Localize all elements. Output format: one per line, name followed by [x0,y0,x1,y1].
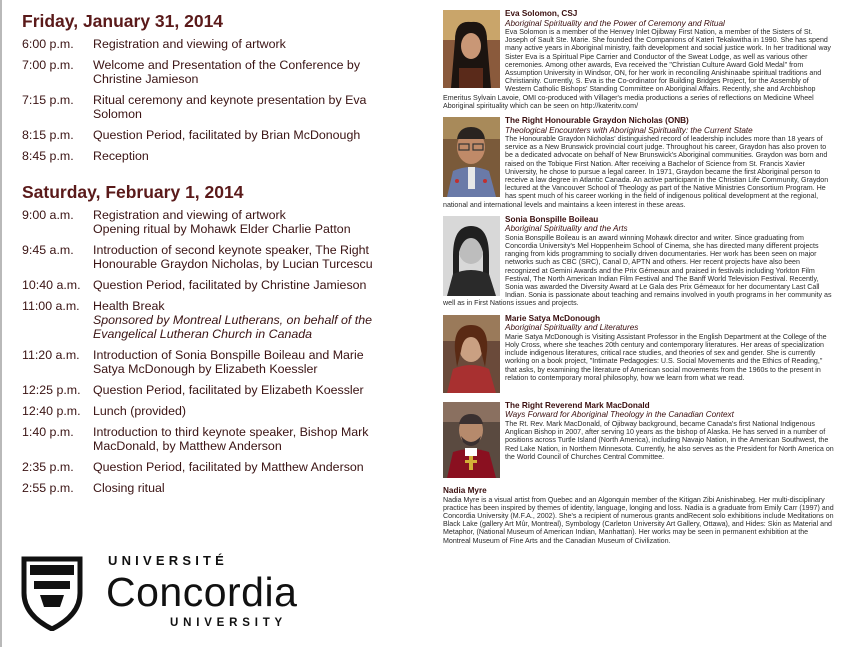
schedule-event [93,208,394,236]
schedule-event-line: Opening ritual by Mohawk Elder Charlie Patton [93,222,351,236]
schedule-row [22,243,394,271]
schedule-row [22,37,394,51]
talk-title: Ways Forward for Aboriginal Theology in the Canadian Context [505,410,734,420]
schedule-event-line: Honourable Graydon Nicholas, by Lucian Turcescu [93,257,373,271]
schedule-row [22,383,394,397]
schedule-row [22,425,394,453]
schedule-event [93,425,394,453]
concordia-crest-icon [20,553,84,631]
logo-concordia-text: Concordia [106,569,298,615]
schedule-event-line: Solomon [93,107,142,121]
speaker-name: Eva Solomon, CSJ [505,9,578,18]
schedule-time: 10:40 a.m. [22,278,81,292]
speaker-name: Sonia Bonspille Boileau [505,214,599,224]
schedule-time: 9:45 a.m. [22,243,74,257]
speaker-photo [443,402,500,480]
speaker-photo [443,10,500,90]
talk-title: Aboriginal Spirituality and the Power of Ceremony and Ritual [505,18,725,28]
speaker-name: The Right Reverend Mark MacDonald [505,400,650,410]
schedule-time: 12:40 p.m. [22,404,81,418]
speaker-bio-text: The Honourable Graydon Nicholas' distinguished record of leadership includes more than 18 years of service as a New Brunswick provincial court judge. Throughout his career, Graydon has also proven to be a dedicated advocate on behalf of New Brunswick's Aboriginal communities. Graydon was born and raised on the Tobique First Nation. After receiving a Bachelor of Science from St. Francis Xavier University, he chose to pursue a legal career. In 1971, Graydon became the first Aboriginal person to receive a law degree in Atlantic Canada. An active participant in the Christian Life Community, Graydon lectured at the Vancouver School of Theology as part of the Native Ministries Consortium Program. He has spent much of his career working in the field of indigenous political development at the regional, national and international levels and maintains a keen interest in these areas. [443,135,829,209]
speaker-bio [443,116,835,209]
friday-heading: Friday, January 31, 2014 [22,11,224,31]
speaker-photo [443,117,500,199]
concordia-logo [20,553,350,633]
speaker-bio-text: Eva Solomon is a member of the Henvey Inlet Ojibway First Nation, a member of the Sisters of St. Joseph of Sault Ste. Marie. She founded the Companions of Kateri Tekakwitha in 1990. She has spend many active years in Aboriginal ministry, faith development and social justice work. In her traditional way Sister Eva is a Spiritual Pipe Carrier and Conductor of the Sweat Lodge, as well as various other ceremonies. Among other awards, Eva received the "Christian Culture Award Gold Medal" from Assumption University in Windsor, ON, for her work in reconciling Anishinaabe spiritual traditions and Christianity. Currently, S. Eva is the Co-ordinator for Building Bridges Project, for the Assembly of Western Catholic Bishops' Standing Committee on Aboriginal Affairs. Recently, she and Archbishop Emeritus Sylvain Lavoie, OMI co-produced with Villager's media productions a series of reflections on Medicine Wheel Aboriginal spirituality which can be seen on http://kateritv.com/ [443,28,831,110]
schedule-event-line: Lunch (provided) [93,404,186,418]
speaker-bio-text: Sonia Bonspille Boileau is an award winning Mohawk director and writer. Since graduating from Concordia University's Mel Hoppenheim School of Cinema, she has directed many different projects ranging from kids programming to socially driven documentaries. Her work has been seen on major networks such as CBC (SRC), Canal D, APTN and others. Her recent projects have also been recognized at Gemini Awards and the Prix Gémeaux and praised in festivals including Yorkton Film Festival, The North American Indian Film Festival and The Banff World Television Festival. Recently, Sonia was awarded the Diversity Award at Le Gala des Prix Gémeaux for her documentary Last Call Indian. Sonia is passionate about teaching and remains involved in youth programs in her community as well as in First Nations issues and projects. [443,233,832,308]
schedule-row [22,208,394,236]
schedule-event-line: Registration and viewing of artwork [93,208,286,222]
schedule-row [22,299,394,341]
schedule-time: 7:00 p.m. [22,58,74,72]
schedule-event [93,37,394,51]
speaker-photo [443,216,500,298]
schedule-event [93,299,394,341]
schedule-time: 11:20 a.m. [22,348,80,362]
schedule-event-line: Question Period, facilitated by Christine Jamieson [93,278,367,292]
speaker-bio [443,401,835,480]
schedule-event-line: Health Break [93,299,165,313]
schedule-row [22,58,394,86]
schedule-time: 7:15 p.m. [22,93,74,107]
schedule-time: 1:40 p.m. [22,425,74,439]
schedule-time: 8:15 p.m. [22,128,74,142]
schedule-event-line: Registration and viewing of artwork [93,37,286,51]
schedule-row [22,481,394,495]
schedule-event-line: Welcome and Presentation of the Conference by [93,58,361,72]
talk-title: Aboriginal Spirituality and Literatures [505,323,639,333]
schedule-event-line: Satya McDonough by Elizabeth Koessler [93,362,318,376]
schedule-row [22,460,394,474]
schedule-event [93,481,394,495]
schedule-event [93,128,394,142]
schedule-event-line: Closing ritual [93,481,165,495]
talk-title: Theological Encounters with Aboriginal Spirituality: the Current State [505,125,753,135]
speaker-bio [443,486,835,545]
speaker-name: Nadia Myre [443,486,487,496]
talk-title: Aboriginal Spirituality and the Arts [505,224,628,234]
speaker-bio-text: Nadia Myre is a visual artist from Quebec and an Algonquin member of the Kitigan Zibi Anishinabeg. Her multi-disciplinary practice has been inspired by themes of identity, language, longing and loss. Nadia is a graduate from Emily Carr (1997) and Concordia University (M.F.A., 2002). She's a recipient of numerous grants andRecent solo exhibitions include Meditations on Black Lake (gallery Art Mûr, Montreal), Symbology (Carleton University Art Gallery, Ottawa), and Hides: Skin as Material and Metaphor, (National Museum of American Indian, Manhattan). Her works may be seen in permanent exhibition at the Montreal Museum of Fine Arts and the Canadian Museum of Civilization. [443,495,834,545]
friday-schedule [22,37,394,163]
speaker-bios-column [443,9,835,551]
speaker-photo [443,315,500,395]
schedule-row [22,404,394,418]
schedule-sponsor-note: Sponsored by Montreal Lutherans, on behalf of the [93,313,372,327]
speaker-bio-text: The Rt. Rev. Mark MacDonald, of Ojibway background, became Canada's first National Indigenous Anglican Bishop in 2007, after serving 10 years as the bishop of Alaska. He has served in a number of positions across Turtle Island (North America), including Navajo Nation, in the American Southwest, the Red Lake Nation, in Northern Minnesota. Currently, he also serves as the President for North America on the World Council of Churches Central Committee. [505,419,834,461]
logo-university-text: UNIVERSITY [170,617,288,629]
speaker-bio-text: Marie Satya McDonough is Visiting Assistant Professor in the English Department at the College of the Holy Cross, where she teaches 20th century and contemporary literatures. Her areas of specialization include indigenous literatures, critical race studies, and theories of sex and gender. She is currently working on a book project, "Intimate Pedagogies: U.S. Social Movements and the Ethics of Reading," that asks, by examining the literature of American social movements from the 1960s to the present in relation to contemporary moral philosophy, how we learn from what we read. [505,332,827,382]
saturday-heading: Saturday, February 1, 2014 [22,182,244,202]
schedule-time: 12:25 p.m. [22,383,81,397]
schedule-event [93,149,394,163]
speaker-bio [443,314,835,395]
schedule-event-line: MacDonald, by Matthew Anderson [93,439,282,453]
left-margin-rule [0,0,2,647]
schedule-event [93,243,394,271]
speaker-name: Marie Satya McDonough [505,313,601,323]
speaker-bio [443,9,835,110]
schedule-event-line: Christine Jamieson [93,72,199,86]
schedule-column [22,10,394,502]
speaker-bio [443,215,835,308]
schedule-time: 11:00 a.m. [22,299,80,313]
schedule-event [93,58,394,86]
saturday-schedule [22,208,394,495]
schedule-row [22,93,394,121]
schedule-time: 2:55 p.m. [22,481,74,495]
schedule-time: 9:00 a.m. [22,208,74,222]
schedule-event [93,383,394,397]
schedule-event-line: Introduction to third keynote speaker, Bishop Mark [93,425,369,439]
schedule-row [22,348,394,376]
schedule-row [22,128,394,142]
schedule-event [93,348,394,376]
logo-universite-text: UNIVERSITÉ [108,553,229,568]
schedule-time: 6:00 p.m. [22,37,74,51]
schedule-row [22,278,394,292]
schedule-time: 8:45 p.m. [22,149,74,163]
schedule-event-line: Question Period, facilitated by Brian McDonough [93,128,361,142]
schedule-event [93,404,394,418]
schedule-event-line: Question Period, facilitated by Matthew Anderson [93,460,364,474]
schedule-time: 2:35 p.m. [22,460,74,474]
schedule-event [93,278,394,292]
schedule-event [93,93,394,121]
schedule-sponsor-note: Evangelical Lutheran Church in Canada [93,327,313,341]
schedule-event-line: Introduction of Sonia Bonspille Boileau and Marie [93,348,364,362]
schedule-event-line: Introduction of second keynote speaker, The Right [93,243,369,257]
speaker-name: The Right Honourable Graydon Nicholas (ONB) [505,116,689,126]
schedule-event-line: Reception [93,149,149,163]
schedule-event-line: Question Period, facilitated by Elizabeth Koessler [93,383,364,397]
schedule-row [22,149,394,163]
schedule-event [93,460,394,474]
schedule-event-line: Ritual ceremony and keynote presentation by Eva [93,93,367,107]
